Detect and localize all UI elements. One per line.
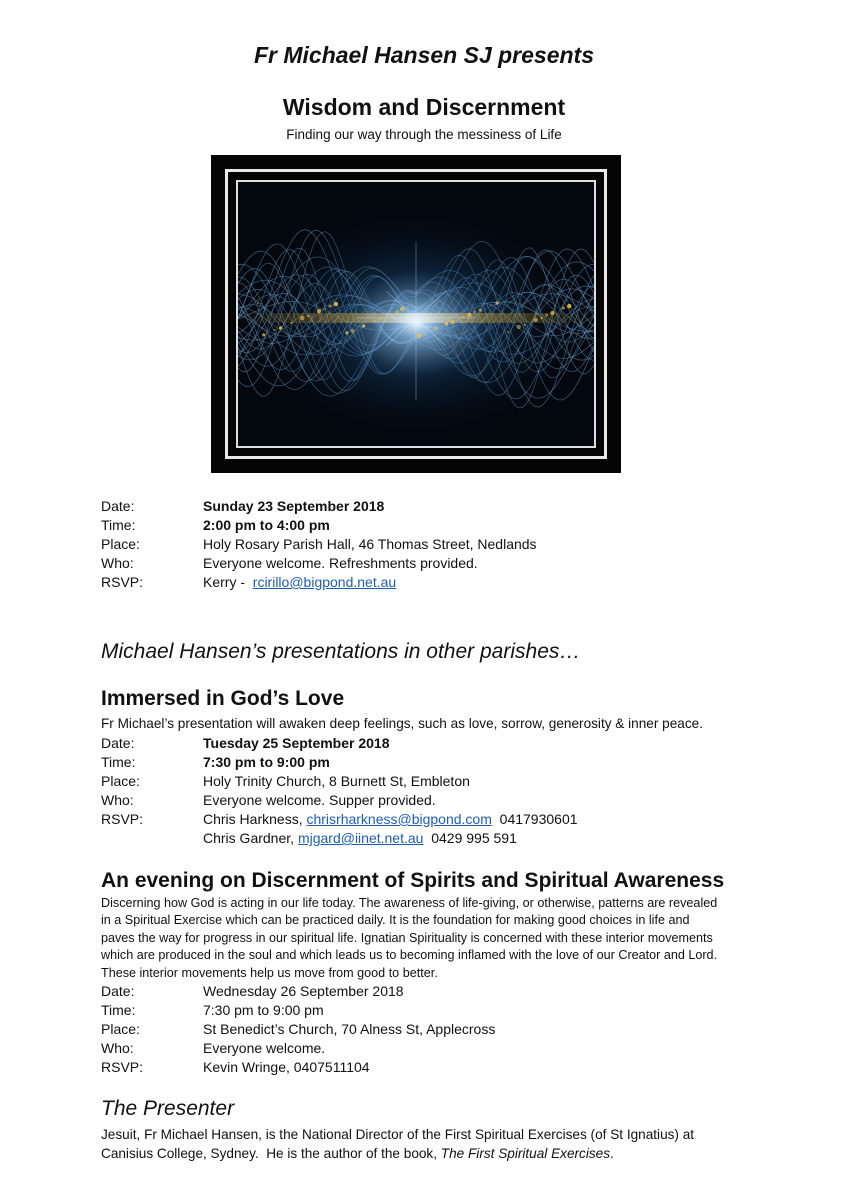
other-parishes-heading: Michael Hansen’s presentations in other parishes… (101, 640, 581, 663)
rsvp-email-link[interactable]: rcirillo@bigpond.net.au (252, 574, 397, 590)
page-subtitle: Finding our way through the messiness of Life (286, 127, 562, 142)
spark (396, 310, 399, 313)
description-line: in a Spiritual Exercise which can be practiced daily. It is the foundation for making good choices in life and (101, 913, 690, 928)
rsvp-phone: 0417930601 (491, 811, 578, 827)
date-label: Date: (101, 983, 135, 999)
frame-mat (225, 169, 607, 459)
spark (373, 320, 375, 322)
rsvp-name: Chris Harkness, (203, 811, 307, 827)
event3-description (101, 895, 761, 982)
spark (473, 311, 475, 313)
wave-light-image (236, 180, 596, 448)
event2-rsvp-2 (203, 829, 517, 848)
description-line: which are produced in the soul and which leads us to becoming inflamed with the love of our Creator and Lord. (101, 948, 718, 963)
place-label: Place: (101, 1021, 140, 1037)
page-title: Wisdom and Discernment (282, 94, 566, 120)
spark (496, 301, 499, 304)
event3-who: Everyone welcome. (203, 1040, 326, 1056)
rsvp-email-link[interactable]: chrisrharkness@bigpond.com (306, 811, 492, 827)
description-line: These interior movements help us move from good to better. (101, 965, 438, 980)
event2-rsvp-1 (203, 810, 578, 829)
spark (567, 304, 571, 308)
spark (545, 313, 548, 316)
spark (345, 331, 348, 334)
event2-place: Holy Trinity Church, 8 Burnett St, Embleton (203, 773, 470, 789)
date-label: Date: (101, 735, 135, 751)
event3-time: 7:30 pm to 9:00 pm (203, 1002, 324, 1018)
time-label: Time: (101, 754, 136, 770)
spark (274, 329, 276, 331)
spark (351, 329, 355, 333)
framed-artwork (211, 155, 621, 473)
spark (328, 304, 331, 307)
bio-text: Canisius College, Sydney. He is the author of the book, (101, 1146, 441, 1161)
spark (417, 334, 421, 338)
event1-time: 2:00 pm to 4:00 pm (203, 517, 330, 533)
spark (279, 326, 282, 329)
event2-title: Immersed in God’s Love (101, 687, 345, 710)
rsvp-label: RSVP: (101, 574, 144, 590)
event3-date: Wednesday 26 September 2018 (203, 983, 404, 999)
time-label: Time: (101, 517, 136, 533)
presenter-bio (101, 1125, 781, 1163)
spark (424, 333, 426, 335)
spark (307, 315, 309, 317)
spark (450, 320, 454, 324)
spark (533, 318, 537, 322)
presenter-section-heading: The Presenter (101, 1097, 235, 1120)
spark (300, 316, 304, 320)
who-label: Who: (101, 555, 134, 571)
spark (550, 311, 554, 315)
rsvp-label: RSVP: (101, 811, 144, 827)
spark (317, 309, 321, 313)
spark (390, 313, 392, 315)
spark (507, 331, 509, 333)
date-label: Date: (101, 498, 135, 514)
description-line: Discerning how God is acting in our life today. The awareness of life-giving, or otherwise, patterns are revealed (101, 896, 718, 910)
event2-time: 7:30 pm to 9:00 pm (203, 754, 330, 770)
place-label: Place: (101, 773, 140, 789)
spark (290, 322, 292, 324)
spark (490, 304, 492, 306)
spark (257, 302, 259, 304)
presenter-heading: Fr Michael Hansen SJ presents (253, 42, 594, 68)
rsvp-email-link[interactable]: mjgard@iinet.net.au (297, 830, 424, 846)
rsvp-label: RSVP: (101, 1059, 144, 1075)
bio-line: Jesuit, Fr Michael Hansen, is the National Director of the First Spiritual Exercises (of St Ignatius) at (101, 1127, 695, 1142)
spark (334, 302, 338, 306)
spark (479, 308, 482, 311)
spark (434, 327, 438, 331)
description-line: paves the way for progress in our spiritual life. Ignatian Spirituality is concerned with these interior movements (101, 930, 713, 945)
who-label: Who: (101, 1040, 134, 1056)
rsvp-name: Chris Gardner, (203, 830, 298, 846)
time-label: Time: (101, 1002, 136, 1018)
event3-title: An evening on Discernment of Spirits and Spiritual Awareness (101, 869, 725, 892)
event1-rsvp (203, 573, 396, 592)
bio-text-end: . (610, 1146, 614, 1161)
spark (262, 333, 265, 336)
event2-who: Everyone welcome. Supper provided. (203, 792, 436, 808)
rsvp-name: Kerry - (203, 574, 253, 590)
wave-light-graphic (238, 182, 594, 446)
spark (324, 308, 326, 310)
event2-date: Tuesday 25 September 2018 (203, 735, 390, 751)
place-label: Place: (101, 536, 140, 552)
spark (362, 324, 365, 327)
spark (517, 325, 521, 329)
event3-rsvp: Kevin Wringe, 0407511104 (203, 1059, 370, 1075)
spark (562, 306, 565, 309)
spark (524, 324, 526, 326)
spark (445, 322, 448, 325)
event1-who: Everyone welcome. Refreshments provided. (203, 555, 478, 571)
event1-place: Holy Rosary Parish Hall, 46 Thomas Street, Nedlands (203, 536, 537, 552)
spark (541, 317, 543, 319)
rsvp-phone: 0429 995 591 (423, 830, 517, 846)
bio-line (101, 1144, 781, 1163)
event1-date: Sunday 23 September 2018 (203, 498, 385, 514)
book-title: The First Spiritual Exercises (440, 1146, 611, 1161)
who-label: Who: (101, 792, 134, 808)
event3-place: St Benedict’s Church, 70 Alness St, Applecross (203, 1021, 496, 1037)
spark (407, 306, 409, 308)
spark (467, 313, 471, 317)
event2-description: Fr Michael’s presentation will awaken deep feelings, such as love, sorrow, generosity & inner peace. (101, 716, 703, 731)
